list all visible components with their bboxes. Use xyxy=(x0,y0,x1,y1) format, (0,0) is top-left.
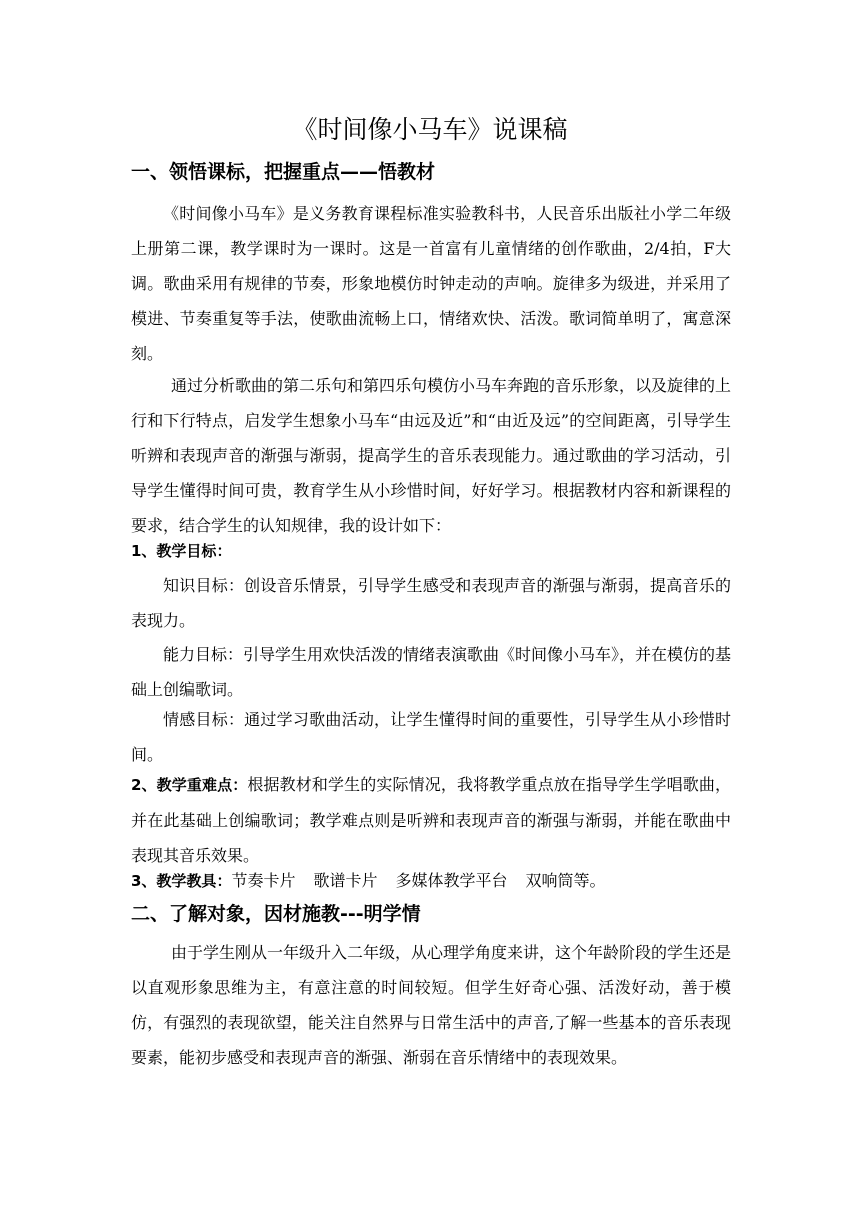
subheading-teaching-goals: 1、教学目标： xyxy=(131,542,232,560)
teaching-tool-item: 节奏卡片 xyxy=(231,871,296,890)
key-points-label: 2、教学重难点： xyxy=(131,776,248,794)
key-points-text: 根据教材和学生的实际情况，我将教学重点放在指导学生学唱歌曲，并在此基础上创编歌词；教学难点则是听辨和表现声音的渐强与渐弱，并能在歌曲中表现其音乐效果。 xyxy=(131,775,731,865)
paragraph-textbook-analysis: 通过分析歌曲的第二乐句和第四乐句模仿小马车奔跑的音乐形象，以及旋律的上行和下行特点，启发学生想象小马车“由远及近”和“由近及远”的空间距离，引导学生听辨和表现声音的渐强与渐弱，提高学生的音乐表现能力。通过歌曲的学习活动，引导学生懂得时间可贵，教育学生从小珍惜时间，好好学习。根据教材内容和新课程的要求，结合学生的认知规律，我的设计如下： xyxy=(131,376,732,535)
paragraph-students: 由于学生刚从一年级升入二年级，从心理学角度来讲，这个年龄阶段的学生还是以直观形象思维为主，有意注意的时间较短。但学生好奇心强、活泼好动，善于模仿，有强烈的表现欲望，能关注自然界与日常生活中的声音,了解一些基本的音乐表现要素，能初步感受和表现声音的渐强、渐弱在音乐情绪中的表现效果。 xyxy=(131,943,732,1067)
goal-knowledge: 知识目标：创设音乐情景，引导学生感受和表现声音的渐强与渐弱，提高音乐的表现力。 xyxy=(131,576,731,630)
goal-ability: 能力目标：引导学生用欢快活泼的情绪表演歌曲《时间像小马车》，并在模仿的基础上创编歌词。 xyxy=(131,645,732,699)
teaching-tool-item: 歌谱卡片 xyxy=(313,871,378,890)
teaching-tools-label: 3、教学教具： xyxy=(131,872,232,890)
teaching-tool-item: 多媒体教学平台 xyxy=(395,871,508,890)
goal-emotion: 情感目标：通过学习歌曲活动，让学生懂得时间的重要性，引导学生从小珍惜时间。 xyxy=(131,710,731,764)
section-heading-students: 二、了解对象，因材施教---明学情 xyxy=(131,903,421,925)
teaching-tools-paragraph xyxy=(131,863,731,899)
teaching-tool-item: 双响筒等。 xyxy=(525,871,606,890)
document-title: 《时间像小马车》说课稿 xyxy=(292,115,568,144)
section-heading-textbook: 一、领悟课标，把握重点——悟教材 xyxy=(131,161,436,183)
key-points-paragraph xyxy=(131,767,731,873)
paragraph-textbook-intro: 《时间像小马车》是义务教育课程标准实验教科书，人民音乐出版社小学二年级上册第二课，教学课时为一课时。这是一首富有儿童情绪的创作歌曲，2/4拍，F大调。歌曲采用有规律的节奏，形象地模仿时钟走动的声响。旋律多为级进，并采用了模进、节奏重复等手法，使歌曲流畅上口，情绪欢快、活泼。歌词简单明了，寓意深刻。 xyxy=(131,204,731,363)
